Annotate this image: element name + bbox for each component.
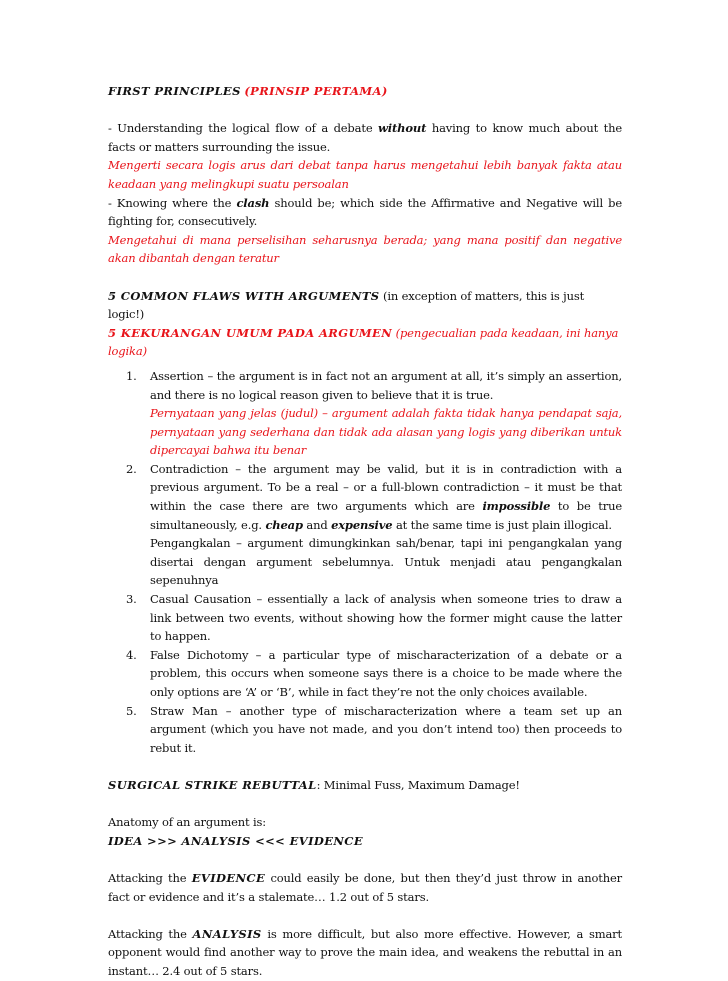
attack-evidence-paragraph: Attacking the EVIDENCE could easily be done, but then they’d just throw in another fact or evidence and it’s a stalemate… 1.2 out of 5 stars.: [108, 870, 623, 904]
principle-knowing-clash-translation: Mengetahui di mana perselisihan seharusnya berada; yang mana positif dan negative akan dibantah dengan teratur: [108, 232, 622, 266]
section-heading-surgical-strike: SURGICAL STRIKE REBUTTAL: Minimal Fuss, Maximum Damage!: [108, 777, 520, 792]
flaws-list: [108, 367, 622, 757]
section-heading-first-principles: FIRST PRINCIPLES (PRINSIP PERTAMA): [108, 84, 388, 98]
anatomy-formula: IDEA >>> ANALYSIS <<< EVIDENCE: [108, 833, 364, 848]
section-heading-common-flaws: 5 COMMON FLAWS WITH ARGUMENTS (in exception of matters, this is just logic!): [108, 288, 585, 322]
principle-knowing-clash: - Knowing where the clash should be; which side the Affirmative and Negative will be fighting for, consecutively.: [108, 195, 622, 229]
list-item: 4. False Dichotomy – a particular type of mischaracterization of a debate or a problem, this occurs when someone says there is a choice to be made where the only options are ‘A’ or ‘B’, while in fact they’re not the only choices available.: [126, 647, 622, 699]
principle-understanding: - Understanding the logical flow of a debate without having to know much about the facts or matters surrounding the issue.: [108, 121, 622, 154]
list-item: 5. Straw Man – another type of mischaracterization where a team set up an argument (which you have not made, and you don’t intend too) then proceeds to rebut it.: [126, 703, 622, 755]
list-item: 3. Casual Causation – essentially a lack of analysis when someone tries to draw a link between two events, without showing how the former might cause the latter to happen.: [126, 592, 622, 644]
document-body: [108, 82, 622, 981]
list-item: 1. Assertion – the argument is in fact not an argument at all, it’s simply an assertion, and there is no logical reason given to believe that it is true. Pernyataan yang jelas (judul) – argument adalah fakta tidak hanya pendapat saja, pernyataan yang sederhana dan tidak ada alasan yang logis yang diberikan untuk dipercayai bahwa itu benar: [126, 368, 622, 458]
principle-understanding-translation: Mengerti secara logis arus dari debat tanpa harus mengetahui lebih banyak fakta atau keadaan yang melingkupi suatu persoalan: [108, 158, 622, 191]
section-heading-common-flaws-translation: 5 KEKURANGAN UMUM PADA ARGUMEN (pengecualian pada keadaan, ini hanya logika): [108, 325, 619, 359]
anatomy-intro: Anatomy of an argument is:: [108, 815, 266, 830]
attack-analysis-paragraph: Attacking the ANALYSIS is more difficult, but also more effective. However, a smart opponent would find another way to prove the main idea, and weakens the rebuttal in an instant… 2.4 out of 5 stars.: [108, 926, 622, 978]
list-item: 2. Contradiction – the argument may be valid, but it is in contradiction with a previous argument. To be a real – or a full-blown contradiction – it must be that within the case there are two arguments which are impossible to be true simultaneously, e.g. cheap and expensive at the same time is just plain illogical. Pengangkalan – argument dimungkinkan sah/benar, tapi ini pengangkalan yang disertai dengan argument sebelumnya. Untuk menjadi atau pengangkalan sepenuhnya: [126, 461, 622, 588]
